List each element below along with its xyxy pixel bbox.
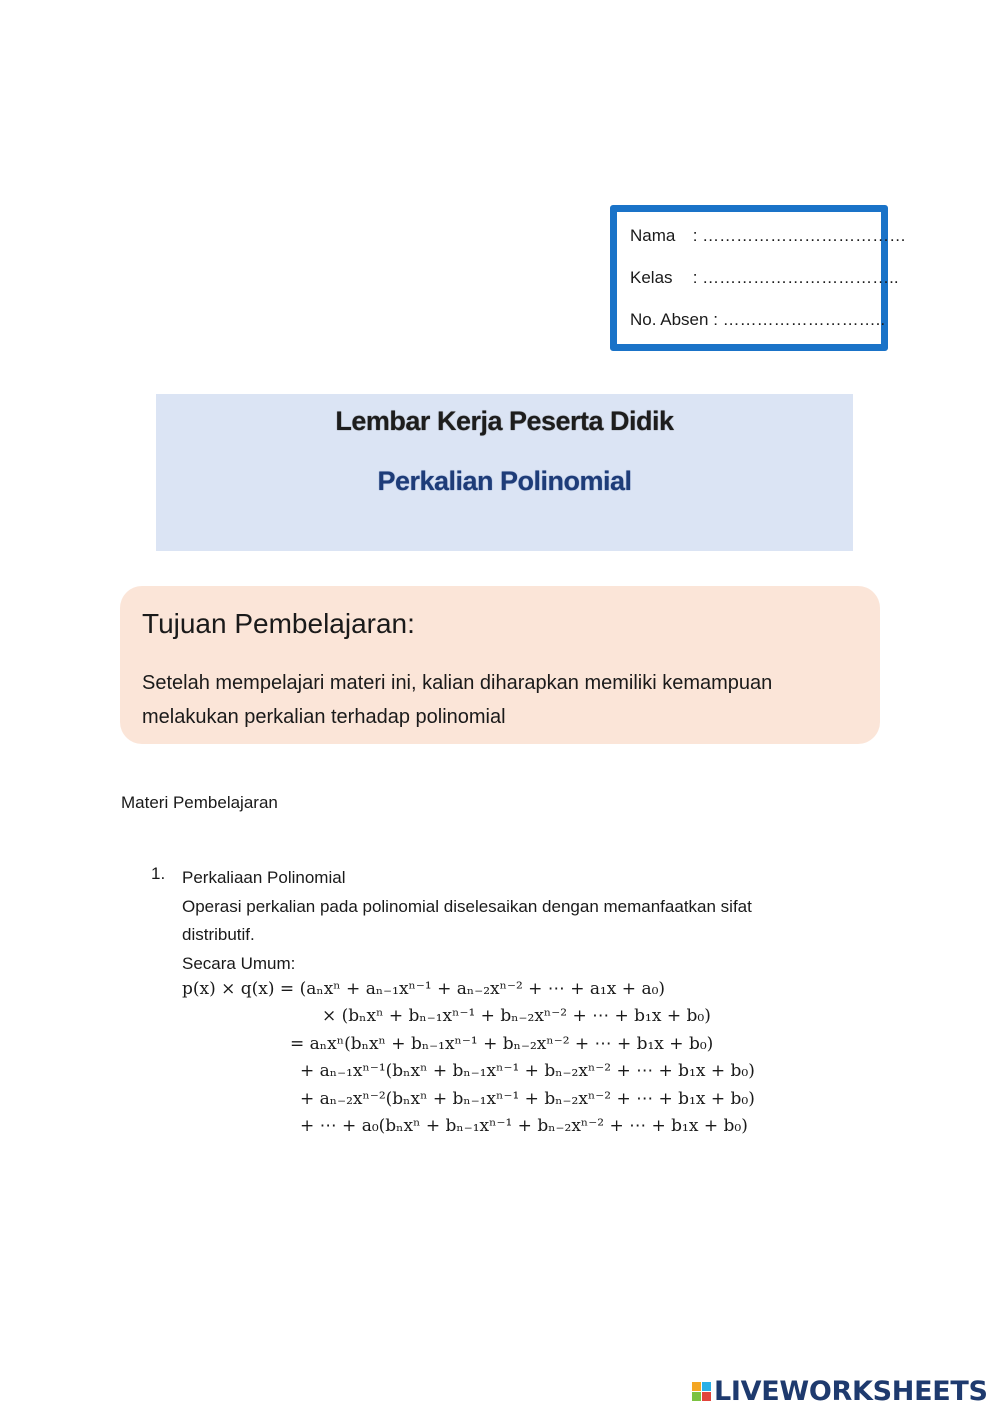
absen-label: No. Absen [630,310,709,329]
liveworksheets-logo-icon [692,1382,711,1401]
formula-line-2: × (bₙxⁿ + bₙ₋₁xⁿ⁻¹ + bₙ₋₂xⁿ⁻² + ⋯ + b₁x + b₀) [322,1006,711,1026]
learning-objective-box [120,586,880,744]
formula-line-3: = aₙxⁿ(bₙxⁿ + bₙ₋₁xⁿ⁻¹ + bₙ₋₂xⁿ⁻² + ⋯ + b₁x + b₀) [290,1034,714,1054]
general-label: Secara Umum: [182,953,296,973]
logo-text: LIVEWORKSHEETS [714,1375,988,1407]
item-title: Perkaliaan Polinomial [182,868,346,887]
absen-row [630,310,885,330]
list-item [182,864,822,978]
worksheet-subtitle: Perkalian Polinomial [377,466,632,496]
name-field[interactable]: : ……………………………… [692,226,907,245]
worksheet-title: Lembar Kerja Peserta Didik [335,406,674,436]
title-banner [156,394,853,551]
item-description: Operasi perkalian pada polinomial diselesaikan dengan memanfaatkan sifat distributif. [182,896,752,944]
formula-line-1: p(x) × q(x) = (aₙxⁿ + aₙ₋₁xⁿ⁻¹ + aₙ₋₂xⁿ⁻² + ⋯ + a₁x + a₀) [182,979,666,999]
liveworksheets-logo [692,1374,988,1408]
list-item-number: 1. [151,864,166,883]
formula-line-6: + ⋯ + a₀(bₙxⁿ + bₙ₋₁xⁿ⁻¹ + bₙ₋₂xⁿ⁻² + ⋯ + b₁x + b₀) [300,1116,748,1136]
student-info-box [610,205,907,351]
formula-line-4: + aₙ₋₁xⁿ⁻¹(bₙxⁿ + bₙ₋₁xⁿ⁻¹ + bₙ₋₂xⁿ⁻² + ⋯ + b₁x + b₀) [300,1061,755,1081]
materi-heading: Materi Pembelajaran [121,793,278,812]
objective-text: Setelah mempelajari materi ini, kalian diharapkan memiliki kemampuan melakukan perkalian terhadap polinomial [142,672,773,728]
formula-line-5: + aₙ₋₂xⁿ⁻²(bₙxⁿ + bₙ₋₁xⁿ⁻¹ + bₙ₋₂xⁿ⁻² + ⋯ + b₁x + b₀) [300,1089,755,1109]
class-label: Kelas [630,268,673,287]
class-field[interactable]: : …………………………….. [692,268,899,287]
name-label: Nama [630,226,676,245]
name-row [630,226,906,246]
absen-field[interactable]: : ……………………….. [713,310,886,329]
class-row [630,268,899,288]
objective-heading: Tujuan Pembelajaran: [142,608,415,639]
